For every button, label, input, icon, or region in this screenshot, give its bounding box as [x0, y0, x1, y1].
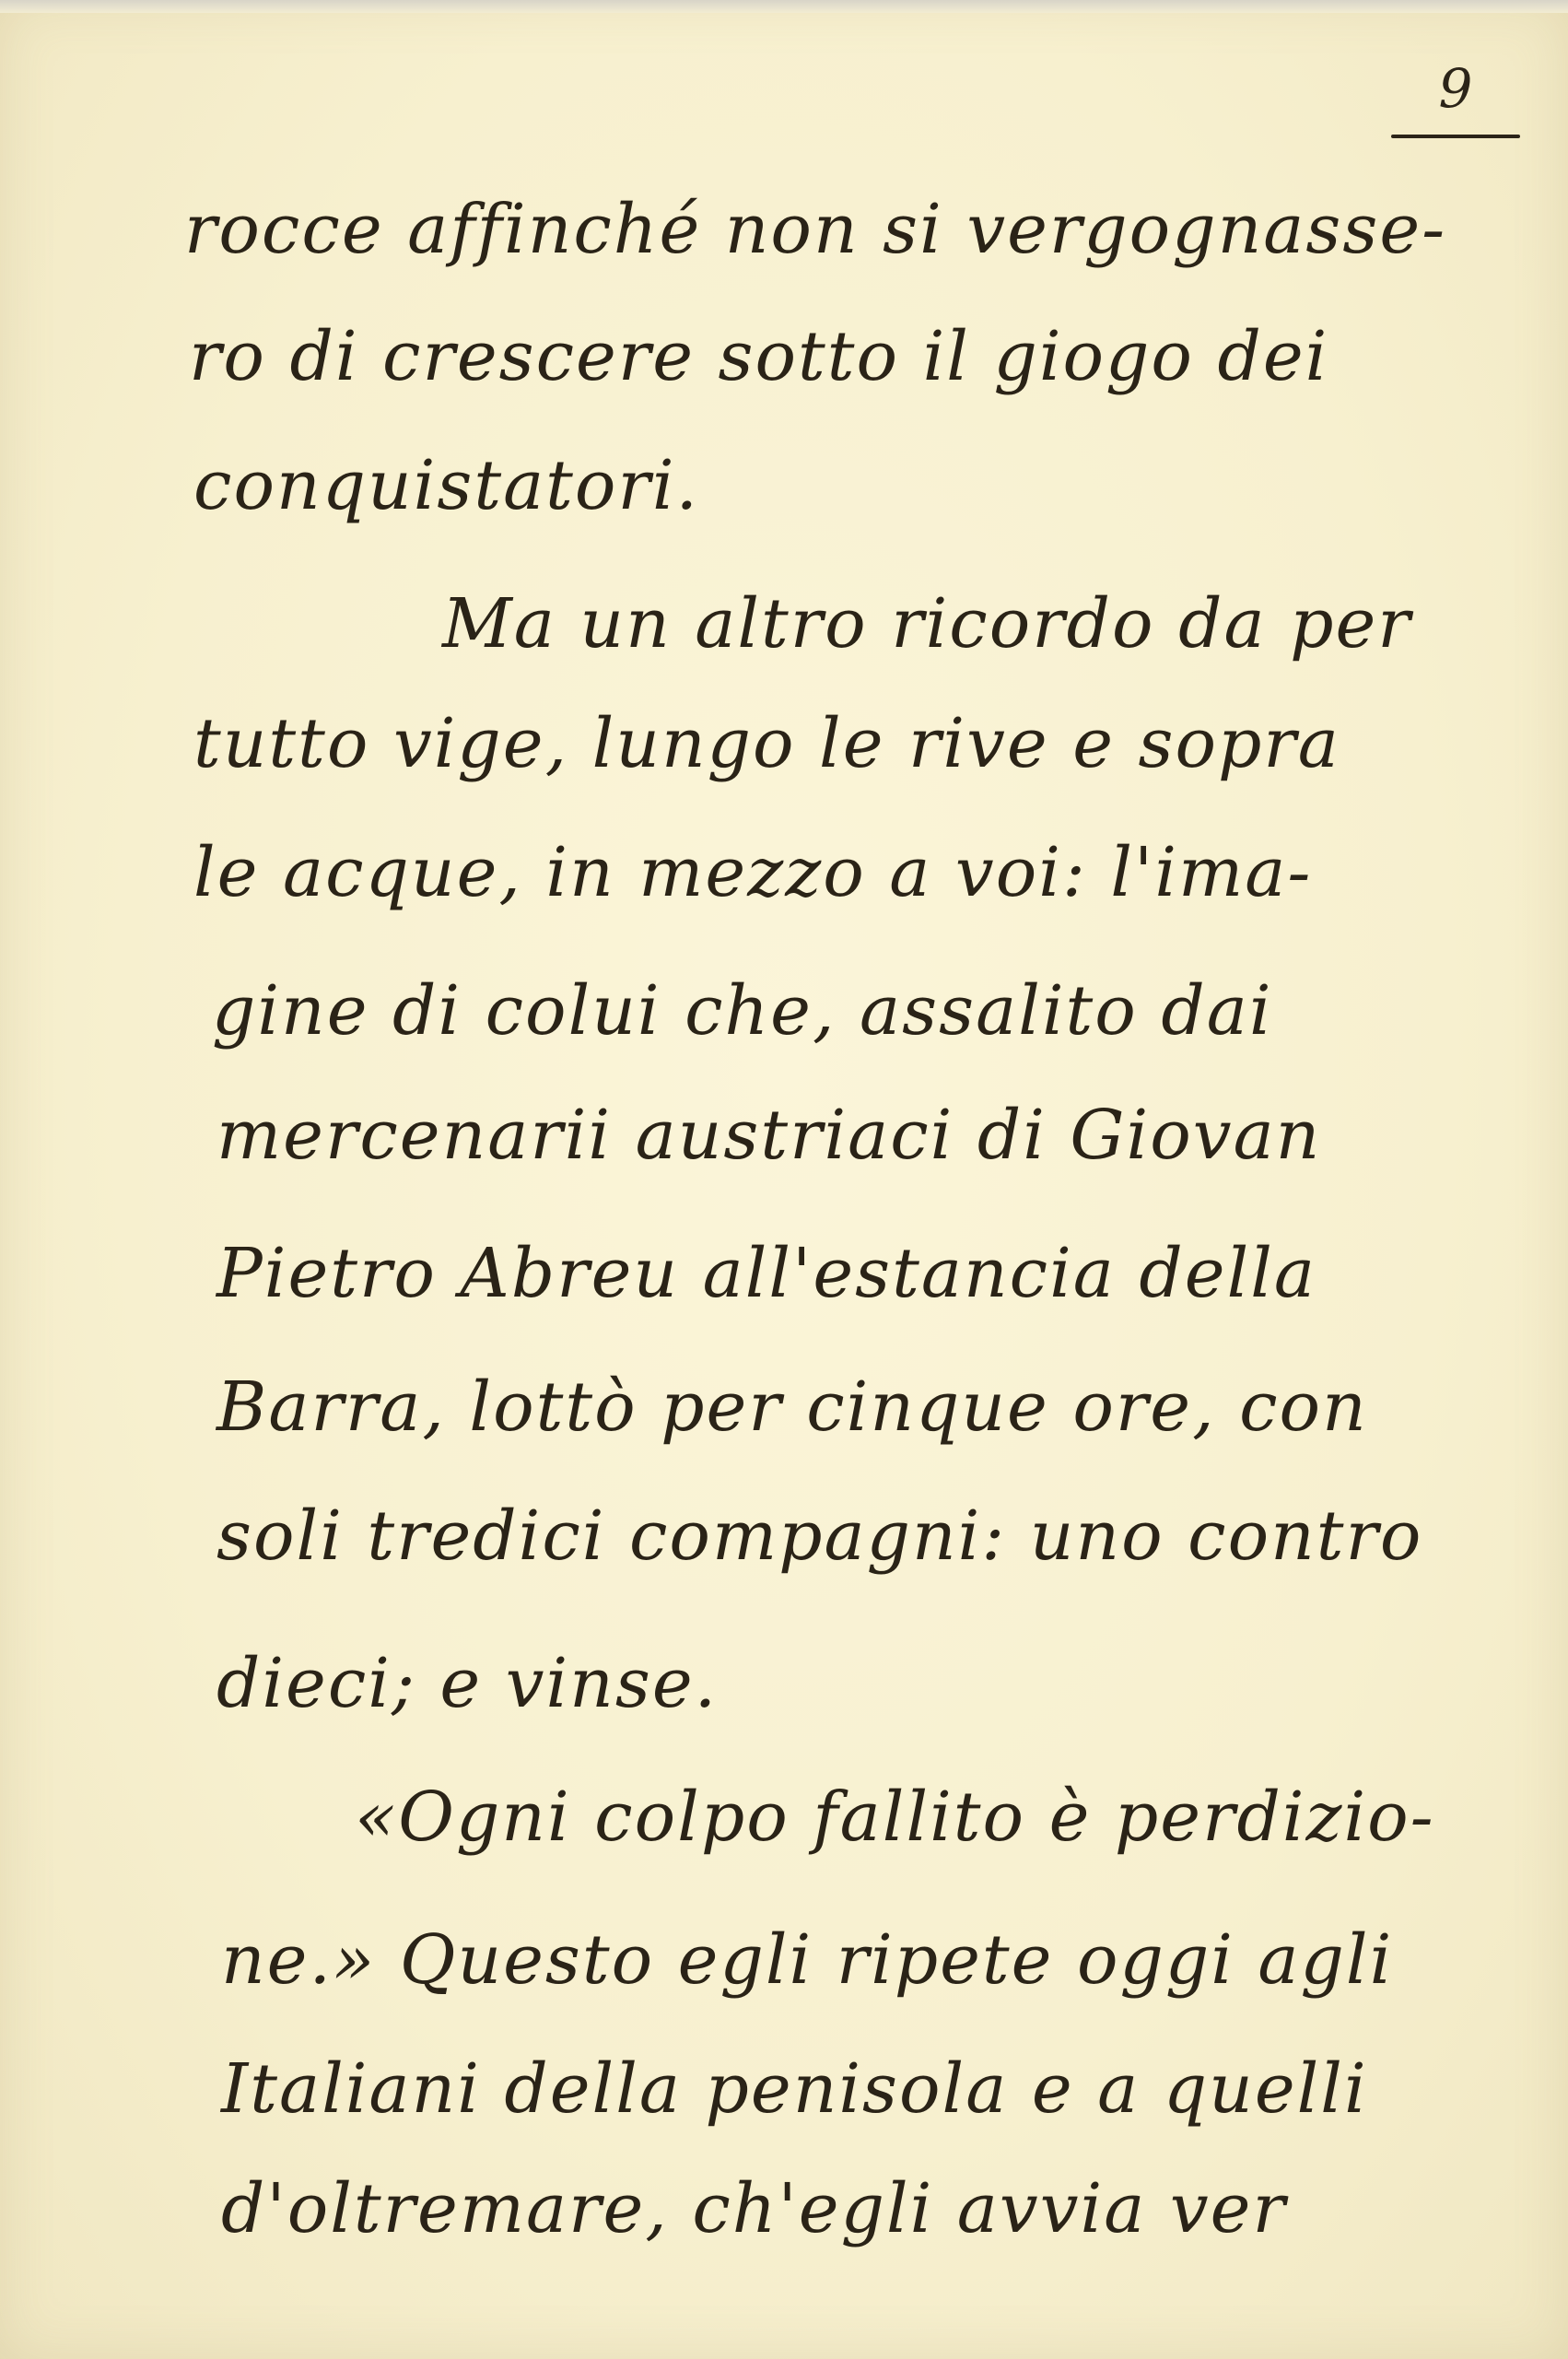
text-line: conquistatori. [193, 446, 700, 525]
text-line: Pietro Abreu all'estancia della [216, 1234, 1317, 1313]
text-line: dieci; e vinse. [216, 1644, 719, 1723]
text-line: gine di colui che, assalito dai [212, 971, 1273, 1050]
text-line: rocce affinché non si vergognasse- [184, 190, 1447, 269]
text-line: tutto vige, lungo le rive e sopra [193, 704, 1340, 783]
text-line: d'oltremare, ch'egli avvia ver [221, 2169, 1287, 2248]
text-line: ro di crescere sotto il giogo dei [189, 317, 1329, 396]
text-line: ne.» Questo egli ripete oggi agli [221, 1920, 1394, 2000]
text-line: le acque, in mezzo a voi: l'ima- [193, 833, 1313, 912]
text-line: mercenarii austriaci di Giovan [216, 1096, 1322, 1175]
text-line: «Ogni colpo fallito è perdizio- [355, 1778, 1435, 1857]
text-line: soli tredici compagni: uno contro [216, 1496, 1423, 1576]
text-line: Ma un altro ricordo da per [442, 584, 1412, 663]
page-number: 9 [1438, 57, 1473, 120]
text-line: Italiani della penisola e a quelli [221, 2049, 1368, 2129]
text-line: Barra, lottò per cinque ore, con [216, 1367, 1368, 1447]
